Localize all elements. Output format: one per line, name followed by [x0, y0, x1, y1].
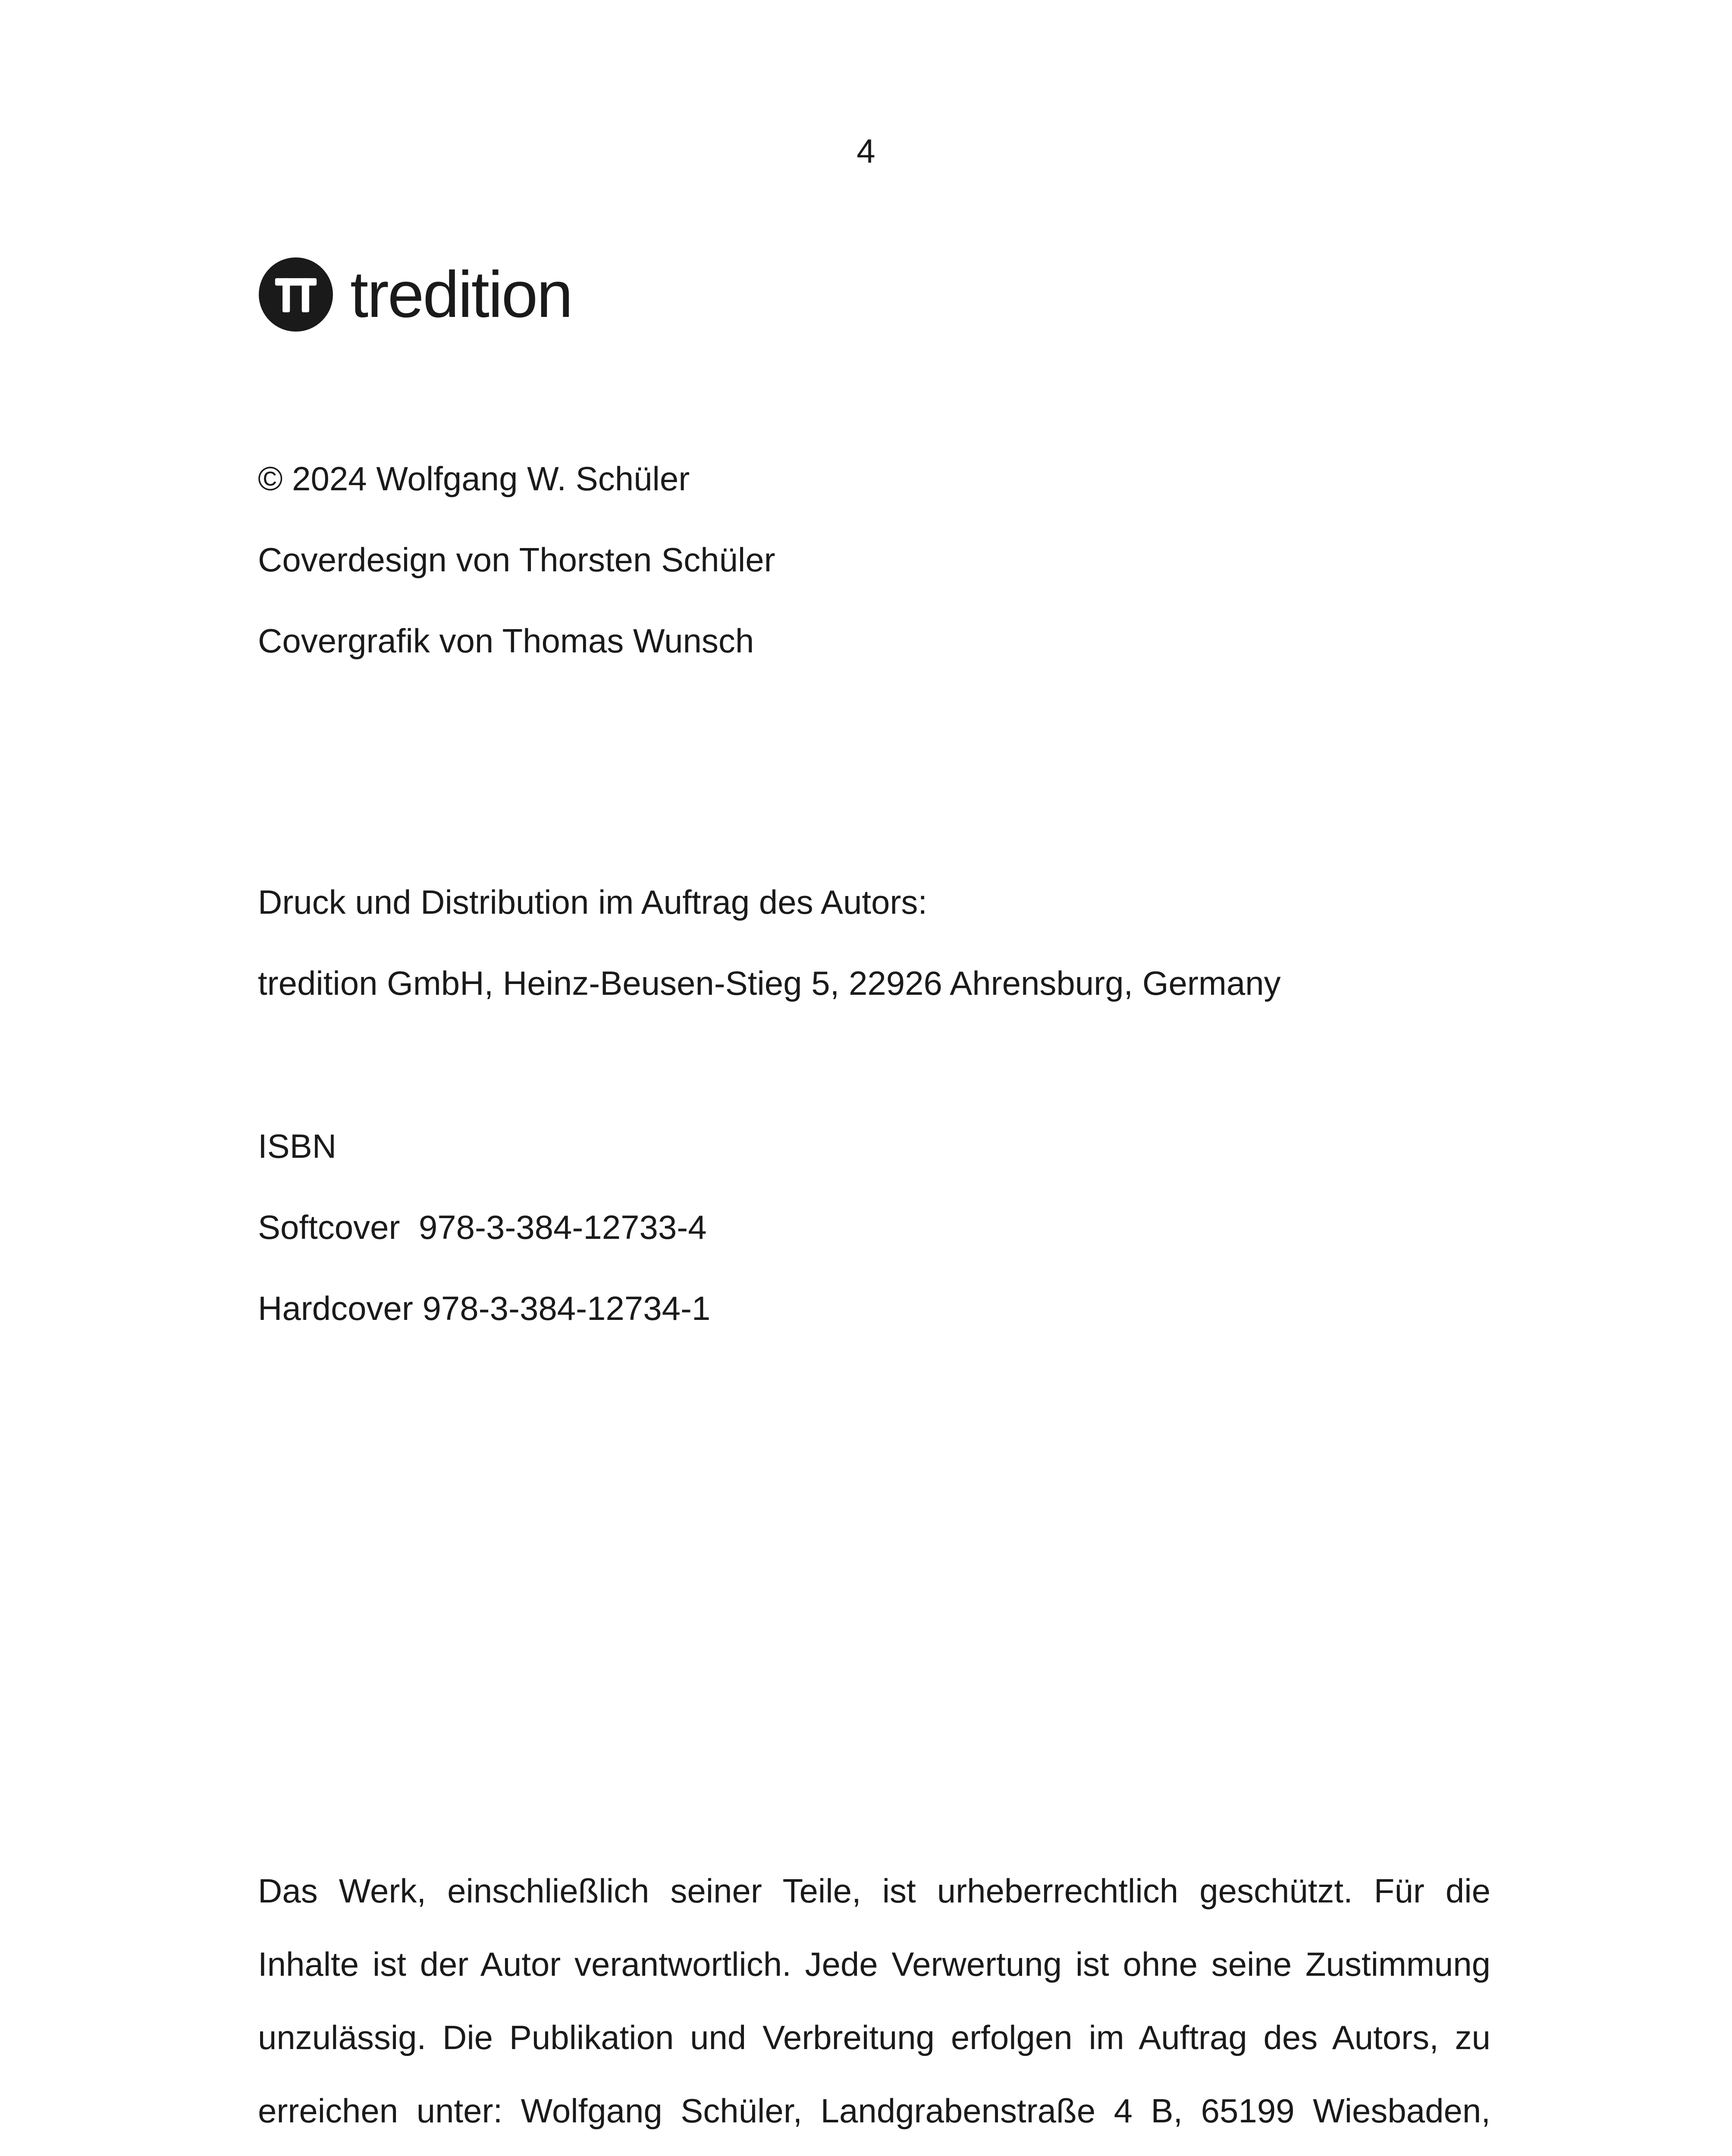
legal-notice: Das Werk, einschließlich seiner Teile, ist urheberrechtlich geschützt. Für die Inhalte ist der Autor verantwortlich. Jede Verwertung ist ohne seine Zustimmung unzulässig. Die Publikation und Verbreitung erfolgen im Auftrag des Autors, zu erreichen unter: Wolfgang Schüler, Landgrabenstraße 4 B, 65199 Wiesbaden,	[258, 1872, 1490, 2130]
isbn-softcover: Softcover 978-3-384-12733-4	[258, 1208, 707, 1246]
cover-design-line: Coverdesign von Thorsten Schüler	[258, 541, 775, 579]
page-number: 4	[857, 132, 875, 170]
isbn-heading: ISBN	[258, 1127, 337, 1165]
cover-graphic-line: Covergrafik von Thomas Wunsch	[258, 622, 754, 660]
publisher-address: tredition GmbH, Heinz-Beusen-Stieg 5, 22926 Ahrensburg, Germany	[258, 964, 1281, 1002]
publisher-wordmark: tredition	[350, 257, 572, 331]
distribution-heading: Druck und Distribution im Auftrag des Autors:	[258, 883, 928, 921]
publisher-logo	[259, 254, 572, 334]
copyright-line: © 2024 Wolfgang W. Schüler	[258, 460, 690, 498]
isbn-hardcover: Hardcover 978-3-384-12734-1	[258, 1289, 711, 1327]
tredition-logo-icon	[259, 257, 333, 332]
